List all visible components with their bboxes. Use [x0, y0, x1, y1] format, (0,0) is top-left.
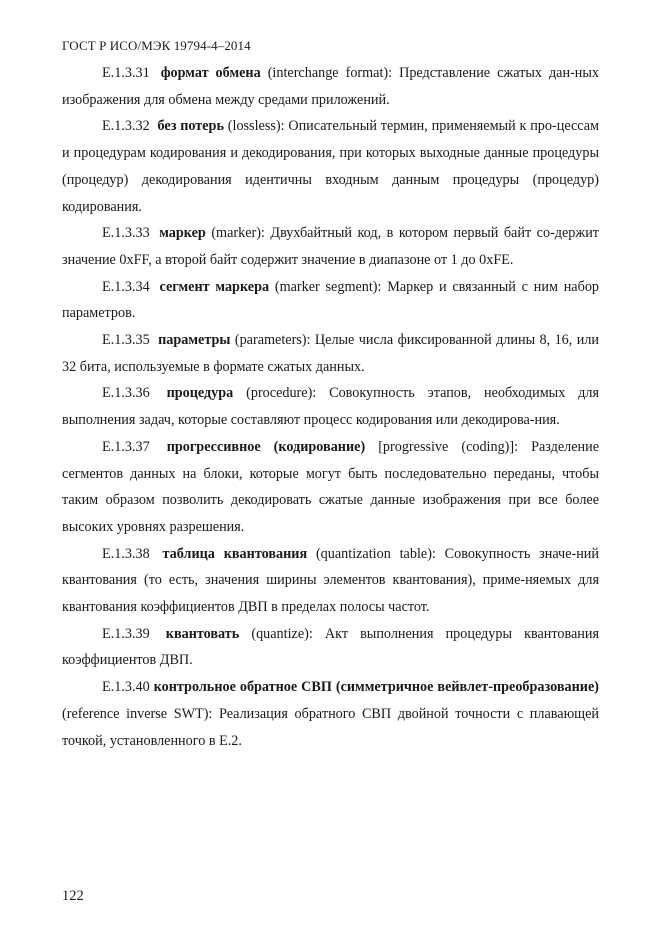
entry-term: сегмент маркера: [159, 278, 270, 295]
entry-number: E.1.3.36: [102, 385, 150, 402]
glossary-entry: [62, 60, 599, 113]
entry-definition: (reference inverse SWT): Реализация обратного СВП двойной точности с плавающей точкой, установленного в E.2.: [62, 705, 599, 749]
entry-number: E.1.3.34: [102, 278, 150, 295]
entry-definition: (marker): Двухбайтный код, в котором первый байт со-держит значение 0xFF, а второй байт содержит значение в диапазоне от 1 до 0xFE.: [62, 225, 599, 268]
entry-definition: (quantize): Акт выполнения процедуры квантования коэффициентов ДВП.: [62, 625, 599, 669]
entry-term: таблица квантования: [162, 545, 308, 562]
entry-term: без потерь: [157, 118, 224, 135]
glossary-entries: [62, 60, 599, 754]
entry-definition: (quantization table): Совокупность значе-ний квантования (то есть, значения ширины элементов квантования), приме-няемых для квантования коэффициентов ДВП в пределах полосы частот.: [62, 545, 599, 616]
entry-term: квантовать: [165, 625, 240, 642]
entry-definition: (interchange format): Представление сжатых дан-ных изображения для обмена между средами приложений.: [62, 65, 600, 108]
glossary-entry: [62, 327, 599, 380]
entry-term: параметры: [158, 332, 231, 349]
entry-definition: (procedure): Совокупность этапов, необходимых для выполнения задач, которые составляют процесс кодирования или декодирова-ния.: [62, 385, 600, 429]
entry-definition: (lossless): Описательный термин, применяемый к про-цессам и процедурам кодирования и декодирования, при которых выходные данные процедуры (процедур) декодирования идентичны входным данным процедуры (процедур) кодирования.: [62, 118, 600, 215]
entry-number: E.1.3.40: [102, 679, 150, 696]
entry-number: E.1.3.33: [102, 225, 150, 242]
glossary-entry: [62, 380, 599, 433]
glossary-entry: [62, 113, 599, 220]
entry-term: контрольное обратное СВП (симметричное вейвлет-преобразование): [153, 679, 599, 696]
entry-term: процедура: [166, 385, 234, 402]
entry-term: формат обмена: [160, 65, 261, 81]
glossary-entry: [62, 274, 599, 327]
entry-number: E.1.3.38: [102, 545, 150, 562]
entry-term: маркер: [159, 225, 206, 242]
entry-number: E.1.3.39: [102, 625, 150, 642]
entry-definition: (parameters): Целые числа фиксированной длины 8, 16, или 32 бита, используемые в формате сжатых данных.: [62, 332, 599, 375]
entry-number: E.1.3.37: [102, 438, 150, 455]
entry-number: E.1.3.32: [102, 118, 150, 135]
entry-definition: (marker segment): Маркер и связанный с ним набор параметров.: [62, 278, 600, 322]
entry-definition: [progressive (coding)]: Разделение сегментов данных на блоки, которые могут быть последовательно переданы, чтобы таким образом позволить декодировать сжатые данные изображения при все более высоких уровнях разрешения.: [62, 438, 599, 535]
entry-number: E.1.3.31: [102, 65, 150, 81]
glossary-entry: [62, 621, 599, 674]
page-number: 122: [62, 888, 84, 904]
glossary-entry: [62, 434, 599, 541]
entry-term: прогрессивное (кодирование): [166, 438, 366, 455]
glossary-entry: [62, 541, 599, 621]
glossary-entry: [62, 220, 599, 273]
entry-number: E.1.3.35: [102, 332, 150, 349]
document-header: ГОСТ Р ИСО/МЭК 19794-4–2014: [62, 38, 251, 53]
glossary-entry: [62, 674, 599, 754]
